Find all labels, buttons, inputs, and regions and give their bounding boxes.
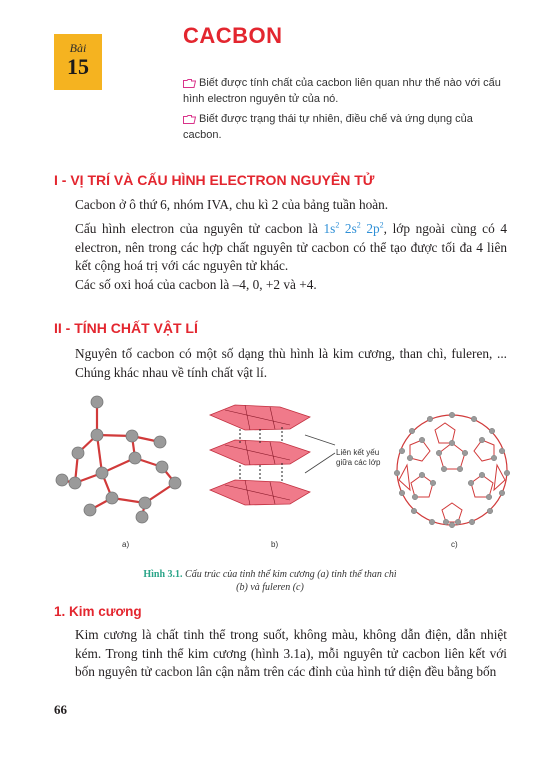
- folder-icon: [183, 115, 196, 124]
- fullerene-structure-illustration: [394, 412, 510, 528]
- figure-label-a: a): [122, 540, 130, 549]
- lesson-number: 15: [67, 54, 89, 79]
- objective-text: Biết được trạng thái tự nhiên, điều chế và ứng dụng của cacbon.: [183, 113, 473, 141]
- graphite-structure-illustration: [210, 405, 335, 505]
- figure-caption: [140, 568, 400, 594]
- folder-icon: [183, 79, 196, 88]
- lesson-label: Bài: [69, 41, 87, 55]
- figure-label-b: b): [271, 540, 279, 549]
- subsection-heading-diamond: 1. Kim cương: [54, 604, 142, 619]
- section-heading-2: II - TÍNH CHẤT VẬT LÍ: [54, 320, 198, 336]
- page-number: 66: [54, 702, 67, 717]
- allotrope-figure: [50, 385, 510, 555]
- objective-item: [183, 76, 503, 107]
- paragraph: Cacbon ở ô thứ 6, nhóm IVA, chu kì 2 của bảng tuần hoàn.: [75, 197, 389, 212]
- lesson-badge: [54, 34, 102, 90]
- paragraph: Các số oxi hoá của cacbon là –4, 0, +2 và +4.: [75, 277, 317, 292]
- figure-caption-text: Cấu trúc của tinh thể kim cương (a) tinh thể than chì (b) và fuleren (c): [182, 569, 397, 593]
- objective-text: Biết được tính chất của cacbon liên quan như thế nào với cấu hình electron nguyên tử của nó.: [183, 77, 501, 105]
- figure-caption-label: Hình 3.1.: [143, 569, 183, 580]
- paragraph: Nguyên tố cacbon có một số dạng thù hình là kim cương, than chì, fuleren, ... Chúng khác nhau về tính chất vật lí.: [75, 346, 507, 380]
- figure-label-c: c): [451, 540, 458, 549]
- section-heading-1: I - VỊ TRÍ VÀ CẤU HÌNH ELECTRON NGUYÊN TỬ: [54, 172, 375, 188]
- paragraph: Kim cương là chất tinh thể trong suốt, không màu, không dẫn điện, dẫn nhiệt kém. Trong tinh thể kim cương (hình 3.1a), mỗi nguyên tử cacbon liên kết với bốn nguyên tử cacbon lân cận nằm trên các đỉnh của hình tứ diện đều bằng bốn: [75, 627, 507, 679]
- electron-configuration: $1s^2$ $2s^2$ $2p^2$: [323, 220, 384, 236]
- paragraph: [75, 220, 507, 276]
- lesson-title: CACBON: [183, 23, 283, 48]
- interlayer-bond-annotation: Liên kết yếu giữa các lớp: [336, 448, 381, 467]
- diamond-structure-illustration: [56, 396, 181, 523]
- paragraph-text: , lớp ngoài cùng có 4 electron, nên trong các hợp chất nguyên tử cacbon có thể tạo được tối đa 4 liên kết cộng hoá trị với các nguyên tử khác.: [75, 221, 507, 273]
- paragraph-text: Cấu hình electron của nguyên tử cacbon là: [75, 221, 324, 236]
- objective-item: [183, 112, 503, 143]
- objectives-list: [183, 76, 503, 148]
